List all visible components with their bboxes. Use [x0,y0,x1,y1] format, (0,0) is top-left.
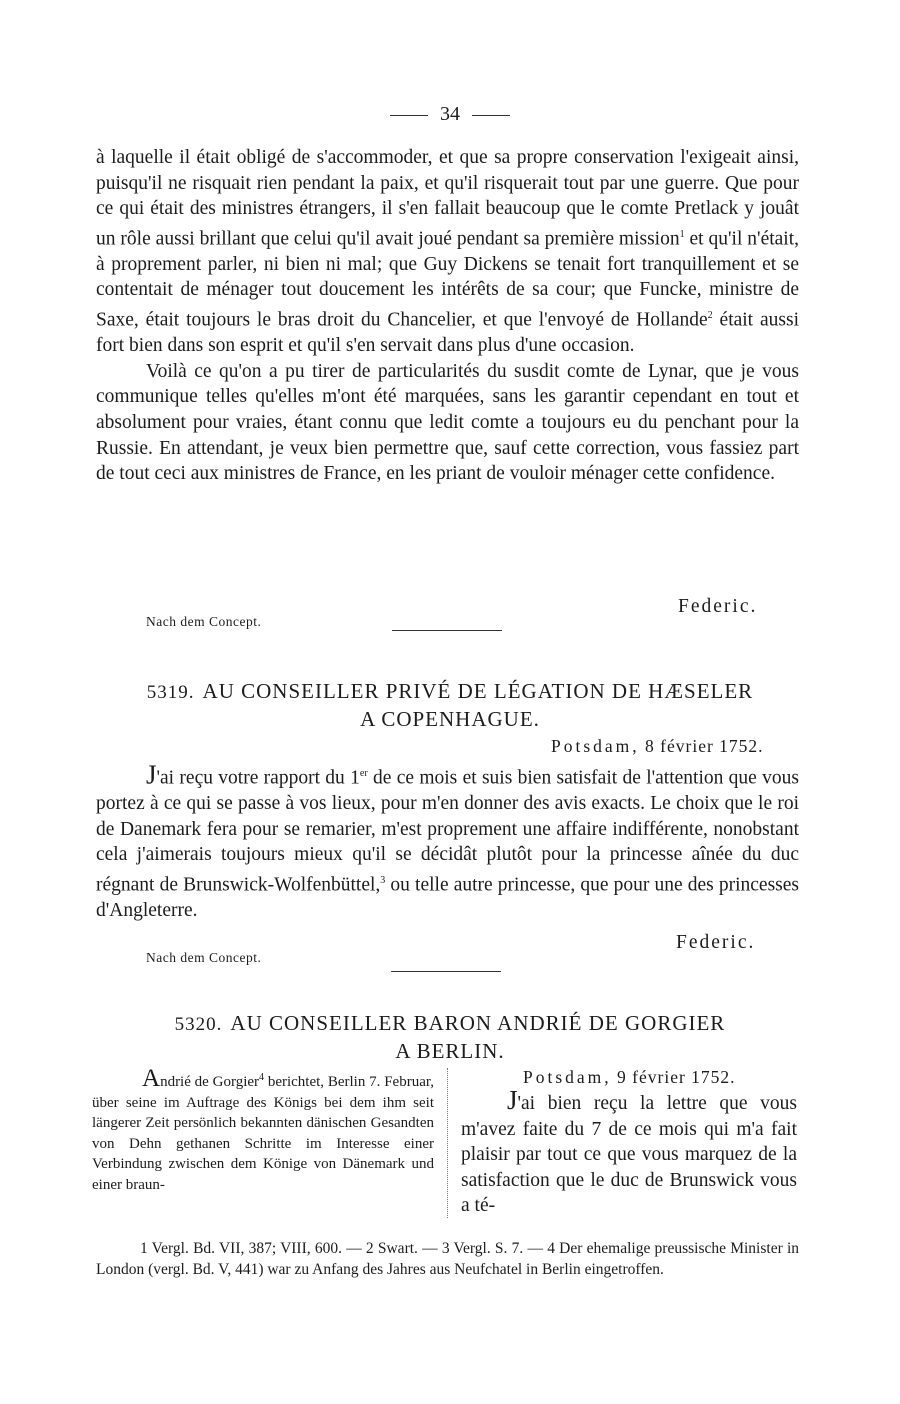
continuation-text [96,145,799,487]
section-divider-1 [392,630,502,631]
footnote-3: 3 Vergl. S. 7. [441,1240,524,1257]
letter-5320-summary: Andrié de Gorgier$^4$ berichtet, Berlin 7. Februar, über seine im Auftrage des Königs bei dem ihm seit längerer Zeit persönlich bekannten dänischen Gesandten von Dehn gethanen Schritte im Interesse einer Verbindung zwischen dem Könige von Dänemark und einer braun- [92,1065,435,1193]
page-number: 34 [440,103,460,125]
footnote-2: 2 Swart. [365,1240,418,1257]
page-number-dash-left [390,115,428,116]
letter-5319-number: 5319. [146,682,195,703]
footnote-line: 1 Vergl. Bd. VII, 387; VIII, 600. — 2 Swart. — 3 Vergl. S. 7. — 4 Der ehemalige preussische Minister in London (vergl. Bd. V, 441) war zu Anfang des Jahres aus Neufchatel in Berlin eingetroffen. [96,1240,800,1278]
letter-5320-text: J'ai bien reçu la lettre que vous m'avez faite du 7 de ce mois qui m'a fait plaisir par tout ce que vous marquez de la satisfaction que le duc de Brunswick vous a té- [461,1085,797,1217]
page-number-line [0,103,900,126]
letter-5319-text [96,761,799,924]
source-note-1: Nach dem Concept. [146,614,262,629]
section-divider-2 [391,971,501,972]
letter-5320-dropcap: J [507,1085,518,1115]
letter-5319-paragraph: J'ai reçu votre rapport du 1er de ce mois et suis bien satisfait de l'attention que vous portez à ce qui se passe à vos lieux, pour m'en donner des avis exacts. Le choix que le roi de Danemark fera pour se remarier, m'est proprement une affaire indifférente, nonobstant cela j'aimerais toujours mieux qu'il se décidât plutôt pour la princesse aînée du duc régnant de Brunswick-Wolfenbüttel,$^3$ ou telle autre princesse, que pour une des princesses d'Angleterre. [96,759,799,921]
column-divider [447,1068,448,1218]
footnote-1: 1 Vergl. Bd. VII, 387; VIII, 600. [140,1240,342,1257]
letter-5320-heading [0,1010,900,1064]
continuation-paragraph-1: à laquelle il était obligé de s'accommoder, et que sa propre conservation l'exigeait ainsi, puisqu'il ne risquait rien pendant la paix, et qu'il risquerait tout par une guerre. Que pour ce qui était des ministres étrangers, il s'en fallait beaucoup que le comte Pretlack y jouât un rôle aussi brillant que celui qu'il avait joué pendant sa première mission$^1$ et qu'il n'était, à proprement parler, ni bien ni mal; que Guy Dickens se tenait fort tranquillement et se contentait de ménager tout doucement les intérêts de sa cour; que Funcke, ministre de Saxe, était toujours le bras droit du Chancelier, et que l'envoyé de Hollande$^2$ était aussi fort bien dans son esprit et qu'il s'en servait dans plus d'une occasion. [96,147,800,357]
footnote-ref-1: 1 [679,228,685,240]
source-note-2: Nach dem Concept. [146,950,262,965]
footnote-ref-2: 2 [707,310,713,322]
letter-5319-heading-line2: A COPENHAGUE. [360,707,540,731]
letter-5320-heading-line2: A BERLIN. [395,1039,505,1063]
signature-federic-2: Federic. [676,932,756,953]
letter-5320-heading-line1: 5320. AU CONSEILLER BARON ANDRIÉ DE GORGIER [174,1011,726,1035]
continuation-paragraph-2: Voilà ce qu'on a pu tirer de particularités du susdit comte de Lynar, que je vous communique telles qu'elles m'ont été marquées, sans les garantir cependant en tout et absolument pour vraies, étant connu que ledit comte a toujours eu du penchant pour la Russie. En attendant, je veux bien permettre que, sauf cette correction, vous fassiez part de tout ceci aux ministres de France, en les priant de vouloir ménager cette confidence. [96,360,799,485]
footnote-4: 4 Der ehemalige preussische Minister in London (vergl. Bd. V, 441) war zu Anfang des Jahres aus Neufchatel in Berlin eingetroffen. [96,1240,800,1278]
letter-5320-dateline: Potsdam, 9 février 1752. [523,1067,736,1087]
letter-5319-heading-line1: 5319. AU CONSEILLER PRIVÉ DE LÉGATION DE HÆSELER [146,679,754,703]
letter-5319-dropcap: J [146,759,157,790]
letter-5319-dateline: Potsdam, 8 février 1752. [551,736,764,756]
page-number-dash-right [472,115,510,116]
summary-dropcap: A [142,1065,161,1092]
footnote-ref-3: 3 [380,874,386,886]
footnote-ref-4: 4 [259,1072,265,1083]
signature-federic-1: Federic. [678,596,758,617]
footnotes [96,1238,799,1280]
letter-5320-number: 5320. [174,1014,223,1035]
letter-5319-heading [0,678,900,732]
